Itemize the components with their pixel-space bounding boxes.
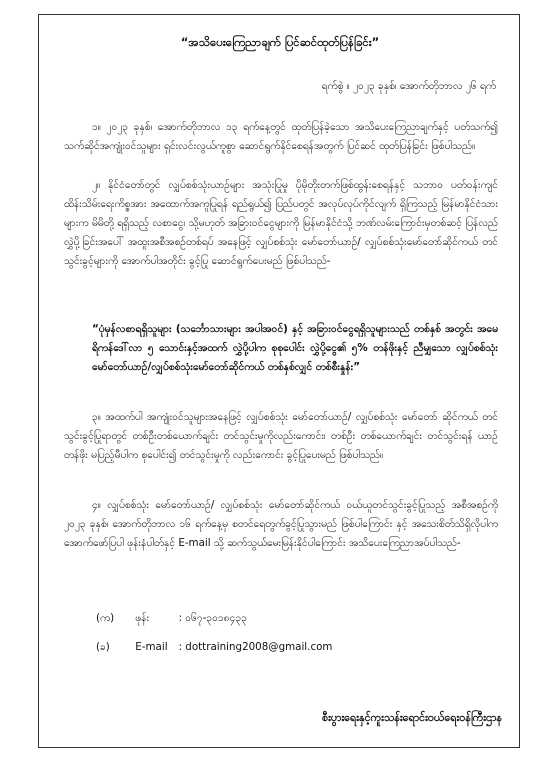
announcement-date: ရက်စွဲ ။ ၂၀၂၃ ခုနှစ်၊ အောက်တိုဘာလ ၂၆ ရက် <box>321 80 496 92</box>
announcement-title: “အသိပေးကြေညာချက် ပြင်ဆင်ထုတ်ပြန်ခြင်း” <box>180 35 380 49</box>
ministry-signature: စီးပွားရေးနှင့်ကူးသန်းရောင်းဝယ်ရေးဝန်ကြီးဌာန <box>322 711 502 724</box>
paragraph-1: ၁။ ၂၀၂၃ ခုနှစ်၊ အောက်တိုဘာလ ၁၃ ရက်နေ့တွင် ထုတ်ပြန်ခဲ့သော အသိပေးကြေညာချက်နှင့် ပတ်သက်၍ သက်ဆိုင်အကျုံးဝင်သူများ ရှင်းလင်းလွယ်ကူစွာ ဆောင်ရွက်နိုင်စေရန်အတွက် ပြင်ဆင် ထုတ်ပြန်ခြင်း ဖြစ်ပါသည်။ <box>64 121 498 152</box>
paragraph-2: ၂။ နိုင်ငံတော်တွင် လျှပ်စစ်သုံးယာဉ်များ အသုံးပြုမှု ပိုမိုတိုးတက်ဖြစ်ထွန်းစေရန်နှင့် သဘာဝ ပတ်ဝန်းကျင်ထိန်းသိမ်းရေးကိစ္စအား အထောက်အကူပြုရန် ရည်ရွယ်၍ ပြည်ပတွင် အလုပ်လုပ်ကိုင်လျက် ရှိကြသည့် မြန်မာနိုင်ငံသားများက မိမိတို့ ရရှိသည့် လစာငွေ၊ သို့မဟုတ် အခြားဝင်ငွေများကို မြန်မာနိုင်ငံသို့ ဘဏ်လမ်းကြောင်းမှတစ်ဆင့် ပြန်လည်လွှဲပို့ခြင်းအပေါ် အထူးအစီအစဉ်တစ်ရပ် အနေဖြင့် လျှပ်စစ်သုံး မော်တော်ယာဉ်/ လျှပ်စစ်သုံးမော်တော်ဆိုင်ကယ် တင်သွင်းခွင့်များကို အောက်ပါအတိုင်း ခွင့်ပြု ဆောင်ရွက်ပေးမည် ဖြစ်ပါသည်- <box>64 179 498 267</box>
paragraph-4: ၄။ လျှပ်စစ်သုံး မော်တော်ယာဉ်/ လျှပ်စစ်သုံး မော်တော်ဆိုင်ကယ် ဝယ်ယူတင်သွင်းခွင့်ပြုသည့် အစီအစဉ်ကို ၂၀၂၃ ခုနှစ်၊ အောက်တိုဘာလ ၁၆ ရက်နေ့မှ စတင်ရေတွက်ခွင့်ပြုသွားမည် ဖြစ်ပါကြောင်း နှင့် အသေးစိတ်သိရှိလိုပါက အောက်ဖော်ပြပါ ဖုန်းနံပါတ်နှင့် E-mail သို့ ဆက်သွယ်မေးမြန်းနိုင်ပါကြောင်း အသိပေးကြေညာအပ်ပါသည်- <box>64 499 498 549</box>
contact-email-value[interactable]: : dottraining2008@gmail.com <box>178 641 333 653</box>
paragraph-3: ၃။ အထက်ပါ အကျုံးဝင်သူများအနေဖြင့် လျှပ်စစ်သုံး မော်တော်ယာဉ်/ လျှပ်စစ်သုံး မော်တော် ဆိုင်ကယ် တင်သွင်းခွင့်ပြုရာတွင် တစ်ဦးတစ်ယောက်ချင်း တင်သွင်းမှုကိုလည်းကောင်း၊ တစ်ဦး တစ်ယောက်ချင်း တင်သွင်းရန် ယာဉ်တန်ဖိုး မပြည့်မီပါက စုပေါင်း၍ တင်သွင်းမှုကို လည်းကောင်း ခွင့်ပြုပေးမည် ဖြစ်ပါသည်။ <box>64 411 498 461</box>
contact-phone-value: : ၀၆၇-၃၀၁၈၄၃၃ <box>178 612 248 624</box>
contact-email-key: E-mail <box>135 641 168 653</box>
contact-phone <box>96 609 247 628</box>
contact-phone-mark: (က) <box>96 612 115 624</box>
contact-phone-key: ဖုန်း <box>135 612 150 624</box>
contact-email-mark: (ခ) <box>96 641 110 653</box>
quoted-rule: “ပုံမှန်လစာရရှိသူများ (သင်္ဘောသားများ အပါအဝင်) နှင့် အခြားဝင်ငွေရရှိသူများသည် တစ်နှစ် အတွင်း အမေရိကန်ဒေါ်လာ ၅ သောင်းနှင့်အထက် လွှဲပို့ပါက စုစုပေါင်း လွှဲပို့ငွေ၏ ၅% တန်ဖိုးနှင့် ညီမျှသော လျှပ်စစ်သုံး မော်တော်ယာဉ်/လျှပ်စစ်သုံးမော်တော်ဆိုင်ကယ် တစ်နှစ်လျှင် တစ်စီးနှုန်း” <box>92 323 498 373</box>
contact-email <box>96 638 332 657</box>
